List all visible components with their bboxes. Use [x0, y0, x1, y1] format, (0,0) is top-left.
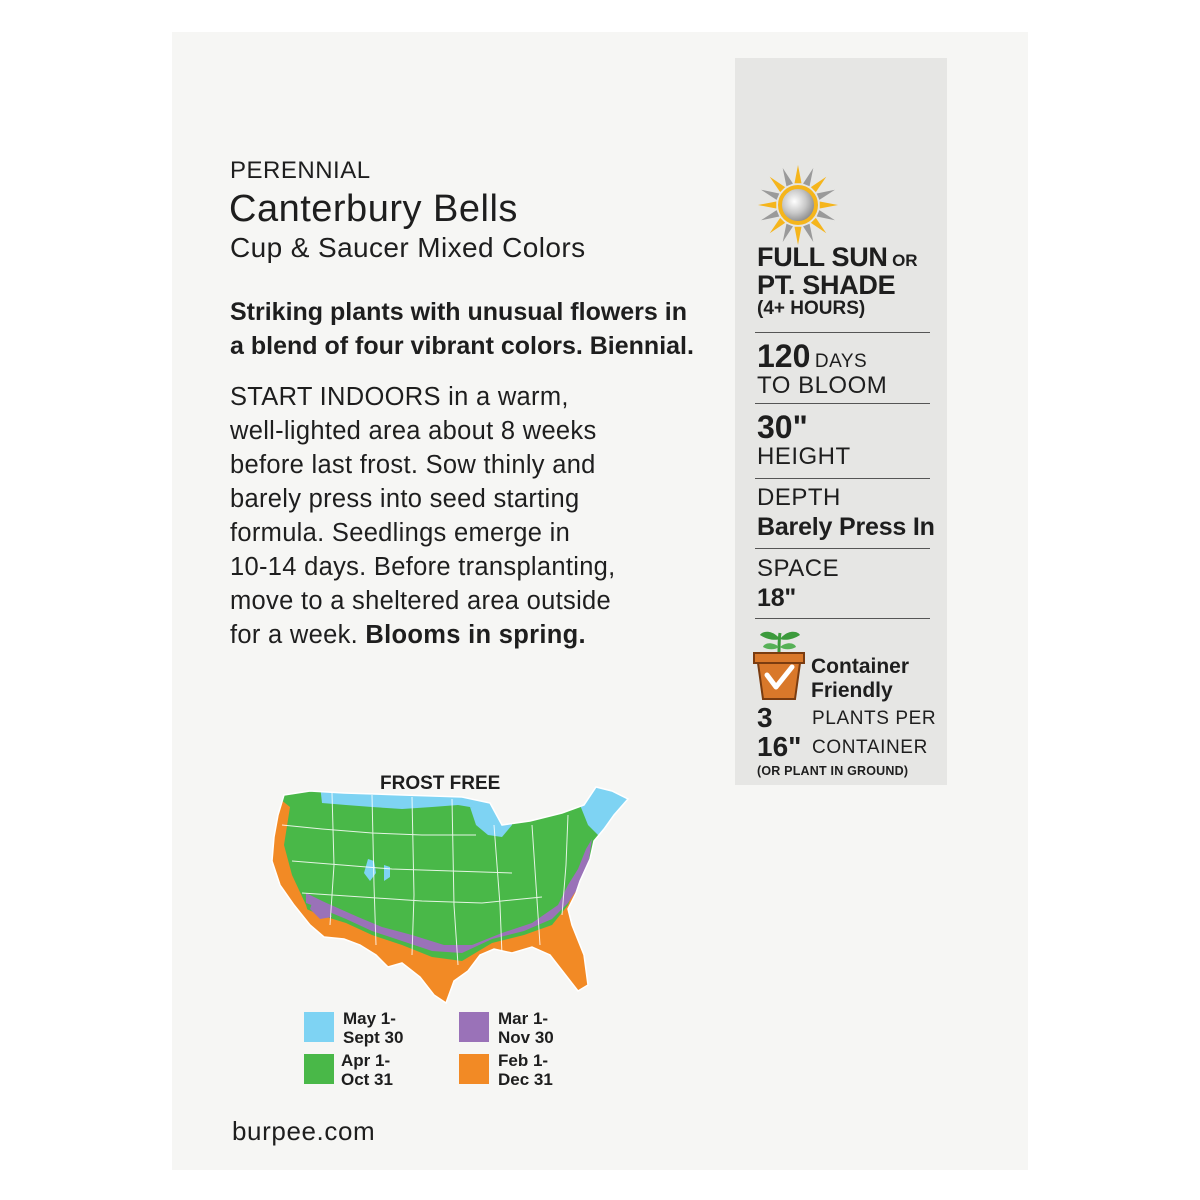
legend-text: May 1- — [343, 1009, 396, 1028]
divider — [755, 332, 930, 333]
sun-ray — [783, 224, 793, 242]
sun-requirement — [757, 242, 918, 273]
bloom-label: TO BLOOM — [757, 372, 888, 399]
legend-swatch-feb — [459, 1054, 489, 1084]
sun-ray — [817, 190, 835, 200]
legend-text: Dec 31 — [498, 1070, 553, 1089]
instruction-line: move to a sheltered area outside — [230, 587, 611, 615]
legend-swatch-apr — [304, 1054, 334, 1084]
height-value: 30" — [757, 409, 808, 445]
map-title: FROST FREE — [380, 773, 501, 794]
legend-entry-apr — [341, 1051, 393, 1089]
instruction-line: barely press into seed starting — [230, 485, 580, 513]
sun-hours: (4+ HOURS) — [757, 298, 866, 319]
bloom-days-unit: DAYS — [814, 351, 868, 372]
plant-in-ground-note: (OR PLANT IN GROUND) — [757, 764, 909, 778]
instruction-line: well-lighted area about 8 weeks — [230, 417, 597, 445]
space-label: SPACE — [757, 555, 840, 582]
sun-ray — [803, 224, 813, 242]
plants-per-label: PLANTS PER — [812, 708, 937, 729]
legend-text: Sept 30 — [343, 1028, 404, 1047]
legend-entry-feb — [498, 1051, 553, 1089]
legend-text: Nov 30 — [498, 1028, 554, 1047]
instruction-line: START INDOORS in a warm, — [230, 383, 569, 411]
legend-entry-may — [343, 1009, 403, 1047]
days-to-bloom — [757, 338, 867, 375]
legend-swatch-may — [304, 1012, 334, 1042]
sun-icon — [756, 163, 840, 247]
plants-per-container-value: 3 — [757, 702, 773, 733]
full-sun-label: FULL SUN — [757, 242, 888, 272]
instruction-line-last — [230, 618, 710, 652]
bloom-season: Blooms in spring. — [365, 621, 586, 649]
legend-text: Apr 1- — [341, 1051, 391, 1070]
legend-text: Feb 1- — [498, 1051, 549, 1070]
divider — [755, 478, 930, 479]
container-label: CONTAINER — [812, 737, 928, 758]
sun-ray — [817, 210, 835, 220]
sun-ray — [770, 218, 785, 233]
tagline — [230, 295, 740, 363]
sun-ray — [761, 190, 779, 200]
sun-ray — [820, 201, 838, 208]
divider — [755, 618, 930, 619]
legend-entry-mar — [498, 1009, 554, 1047]
legend-swatch-mar — [459, 1012, 489, 1042]
tagline-line: Striking plants with unusual flowers in — [230, 298, 687, 326]
plant-category: PERENNIAL — [230, 157, 371, 184]
tagline-line: a blend of four vibrant colors. Biennial. — [230, 332, 694, 360]
depth-value: Barely Press In — [757, 513, 935, 541]
legend-text: Oct 31 — [341, 1070, 393, 1089]
sun-ray — [811, 218, 826, 233]
sowing-instructions — [230, 380, 710, 652]
container-size-value: 16" — [757, 731, 802, 762]
divider — [755, 403, 930, 404]
or-label: OR — [892, 251, 918, 270]
frost-free-map — [262, 785, 632, 1010]
container-friendly-label — [811, 655, 909, 703]
height-label: HEIGHT — [757, 443, 851, 470]
instruction-text: for a week. — [230, 621, 359, 649]
sun-ray — [770, 177, 785, 192]
website-link[interactable]: burpee.com — [232, 1116, 376, 1146]
instruction-line: 10-14 days. Before transplanting, — [230, 553, 616, 581]
divider — [755, 548, 930, 549]
depth-label: DEPTH — [757, 484, 841, 511]
container-friendly-line: Friendly — [811, 679, 893, 702]
instruction-line: formula. Seedlings emerge in — [230, 519, 571, 547]
bloom-days-value: 120 — [757, 338, 811, 374]
sun-ray — [758, 201, 776, 208]
sun-ray — [811, 177, 826, 192]
plant-name: Canterbury Bells — [229, 188, 518, 230]
instruction-line: before last frost. Sow thinly and — [230, 451, 596, 479]
space-value: 18" — [757, 584, 797, 612]
sun-ray — [783, 168, 793, 186]
sun-ray — [761, 210, 779, 220]
sun-ray — [794, 165, 801, 183]
container-pot-icon — [750, 625, 808, 703]
pt-shade-label: PT. SHADE — [757, 270, 896, 300]
legend-text: Mar 1- — [498, 1009, 549, 1028]
variety-name: Cup & Saucer Mixed Colors — [230, 232, 586, 263]
container-friendly-line: Container — [811, 655, 910, 678]
sun-ray — [803, 168, 813, 186]
